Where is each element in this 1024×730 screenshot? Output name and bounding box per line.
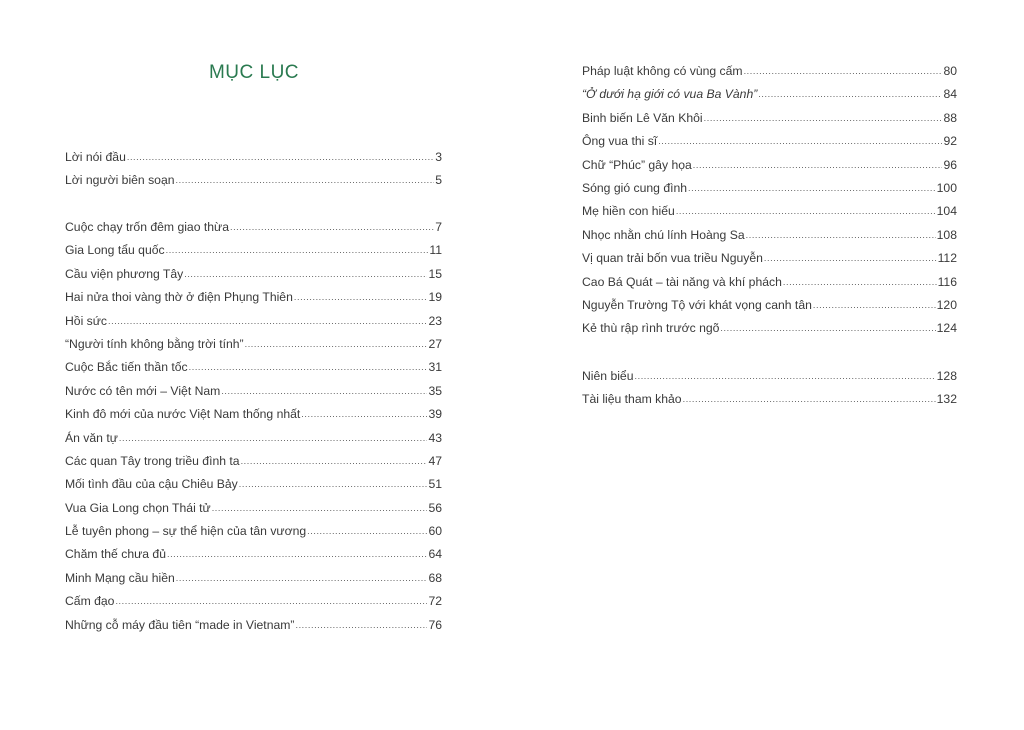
- entry-page-number: 56: [428, 500, 442, 515]
- entry-page-number: 108: [936, 227, 957, 242]
- toc-entry[interactable]: [65, 450, 442, 473]
- entry-page-number: 23: [428, 313, 442, 328]
- toc-entry[interactable]: [65, 543, 442, 566]
- entry-page-number: 112: [937, 251, 957, 266]
- entry-label: Pháp luật không có vùng cấm: [582, 64, 743, 78]
- dot-leader: [295, 614, 427, 637]
- entry-page-number: 72: [428, 594, 442, 609]
- toc-entry[interactable]: [65, 310, 442, 333]
- entry-page-number: 7: [435, 220, 442, 234]
- toc-entry[interactable]: [582, 317, 957, 340]
- entry-label: Các quan Tây trong triều đình ta: [65, 453, 240, 468]
- toc-entry[interactable]: [65, 239, 442, 262]
- dot-leader: [813, 294, 936, 317]
- entry-label: Hồi sức: [65, 313, 108, 328]
- dot-leader: [720, 317, 935, 340]
- chapter-list-right: [582, 60, 957, 341]
- dot-leader: [704, 107, 943, 130]
- dot-leader: [301, 403, 427, 426]
- dot-leader: [166, 239, 429, 262]
- back-matter-list: [582, 365, 957, 412]
- entry-label: Sóng gió cung đình: [582, 180, 688, 195]
- toc-entry[interactable]: [582, 60, 957, 83]
- entry-page-number: 128: [936, 369, 957, 383]
- dot-leader: [245, 333, 428, 356]
- entry-label: Mẹ hiền con hiếu: [582, 204, 675, 219]
- entry-page-number: 27: [428, 336, 442, 351]
- toc-entry[interactable]: [65, 590, 442, 613]
- entry-page-number: 51: [428, 477, 442, 492]
- entry-page-number: 35: [428, 383, 442, 398]
- chapter-list-left: [65, 216, 442, 637]
- entry-label: Án văn tự: [65, 430, 118, 445]
- dot-leader: [176, 567, 428, 590]
- dot-leader: [693, 154, 943, 177]
- toc-entry[interactable]: [582, 224, 957, 247]
- entry-label: “Ở dưới hạ giới có vua Ba Vành”: [582, 87, 758, 102]
- entry-label: Kẻ thù rập rình trước ngõ: [582, 321, 720, 336]
- entry-page-number: 47: [428, 453, 442, 468]
- toc-entry[interactable]: [582, 177, 957, 200]
- toc-entry[interactable]: [65, 427, 442, 450]
- entry-label: Nước có tên mới – Việt Nam: [65, 383, 221, 398]
- entry-label: Cao Bá Quát – tài năng và khí phách: [582, 274, 782, 289]
- entry-label: Tài liệu tham khảo: [582, 392, 682, 407]
- dot-leader: [307, 520, 427, 543]
- dot-leader: [119, 427, 428, 450]
- dot-leader: [658, 130, 942, 153]
- toc-entry[interactable]: [582, 294, 957, 317]
- entry-page-number: 68: [428, 570, 442, 585]
- entry-label: Cuộc chạy trốn đêm giao thừa: [65, 220, 229, 234]
- entry-label: Niên biểu: [582, 369, 634, 383]
- entry-page-number: 3: [435, 150, 442, 164]
- entry-label: Nhọc nhằn chú lính Hoàng Sa: [582, 227, 745, 242]
- entry-label: Cuộc Bắc tiến thần tốc: [65, 360, 188, 375]
- entry-page-number: 19: [428, 290, 442, 305]
- toc-entry[interactable]: [65, 567, 442, 590]
- dot-leader: [758, 83, 942, 106]
- dot-leader: [783, 271, 937, 294]
- entry-page-number: 31: [428, 360, 442, 375]
- toc-entry[interactable]: [65, 146, 442, 169]
- entry-label: Chăm thế chưa đủ: [65, 547, 166, 562]
- toc-entry[interactable]: [582, 130, 957, 153]
- dot-leader: [127, 146, 434, 169]
- toc-entry[interactable]: [582, 83, 957, 106]
- entry-page-number: 132: [936, 392, 957, 407]
- entry-label: Những cỗ máy đầu tiên “made in Vietnam”: [65, 617, 295, 632]
- dot-leader: [108, 310, 427, 333]
- toc-entry[interactable]: [582, 200, 957, 223]
- entry-page-number: 124: [936, 321, 957, 336]
- dot-leader: [764, 247, 937, 270]
- toc-entry[interactable]: [582, 154, 957, 177]
- front-matter-list: [65, 146, 442, 193]
- entry-label: Nguyễn Trường Tộ với khát vọng canh tân: [582, 297, 812, 312]
- toc-entry[interactable]: [65, 216, 442, 239]
- dot-leader: [221, 380, 427, 403]
- entry-label: Lời nói đầu: [65, 150, 126, 164]
- toc-entry[interactable]: [65, 169, 442, 192]
- dot-leader: [746, 224, 936, 247]
- entry-page-number: 92: [943, 134, 957, 149]
- toc-entry[interactable]: [582, 365, 957, 388]
- entry-label: Vị quan trải bốn vua triều Nguyễn: [582, 251, 763, 266]
- dot-leader: [683, 388, 936, 411]
- entry-page-number: 11: [429, 243, 442, 258]
- dot-leader: [176, 169, 435, 192]
- entry-page-number: 84: [943, 87, 957, 102]
- entry-page-number: 96: [943, 157, 957, 172]
- dot-leader: [239, 473, 428, 496]
- toc-entry[interactable]: [65, 497, 442, 520]
- toc-entry[interactable]: [65, 380, 442, 403]
- entry-page-number: 80: [943, 64, 957, 78]
- toc-entry[interactable]: [65, 614, 442, 637]
- toc-entry[interactable]: [65, 263, 442, 286]
- dot-leader: [241, 450, 428, 473]
- entry-label: Cầu viện phương Tây: [65, 266, 184, 281]
- entry-label: “Người tính không bằng trời tính”: [65, 336, 244, 351]
- dot-leader: [115, 590, 427, 613]
- dot-leader: [676, 200, 936, 223]
- entry-label: Hai nửa thoi vàng thờ ở điện Phụng Thiên: [65, 290, 293, 305]
- entry-label: Lời người biên soạn: [65, 173, 175, 188]
- entry-label: Binh biến Lê Văn Khôi: [582, 110, 703, 125]
- entry-label: Chữ “Phúc” gây họa: [582, 157, 692, 172]
- entry-label: Cấm đạo: [65, 594, 115, 609]
- dot-leader: [294, 286, 428, 309]
- entry-label: Mối tình đầu của cậu Chiêu Bảy: [65, 477, 238, 492]
- entry-page-number: 64: [428, 547, 442, 562]
- entry-page-number: 43: [428, 430, 442, 445]
- entry-page-number: 116: [937, 274, 957, 289]
- toc-title: MỤC LỤC: [208, 62, 300, 83]
- entry-page-number: 120: [936, 297, 957, 312]
- entry-page-number: 15: [428, 266, 442, 281]
- entry-label: Vua Gia Long chọn Thái tử: [65, 500, 211, 515]
- entry-page-number: 100: [936, 180, 957, 195]
- entry-label: Kinh đô mới của nước Việt Nam thống nhất: [65, 407, 301, 422]
- dot-leader: [189, 356, 428, 379]
- toc-entry[interactable]: [65, 520, 442, 543]
- dot-leader: [184, 263, 427, 286]
- toc-entry[interactable]: [65, 403, 442, 426]
- entry-page-number: 104: [936, 204, 957, 219]
- dot-leader: [635, 365, 936, 388]
- entry-page-number: 88: [943, 110, 957, 125]
- toc-entry[interactable]: [582, 388, 957, 411]
- dot-leader: [167, 543, 427, 566]
- entry-label: Gia Long tẩu quốc: [65, 243, 165, 258]
- entry-page-number: 76: [428, 617, 442, 632]
- dot-leader: [688, 177, 936, 200]
- entry-label: Minh Mạng cầu hiền: [65, 570, 175, 585]
- entry-page-number: 39: [428, 407, 442, 422]
- right-page: [512, 0, 1024, 730]
- toc-entry[interactable]: [582, 271, 957, 294]
- entry-label: Ông vua thi sĩ: [582, 134, 658, 149]
- entry-page-number: 60: [428, 524, 442, 539]
- toc-entry[interactable]: [582, 107, 957, 130]
- toc-entry[interactable]: [65, 333, 442, 356]
- toc-entry[interactable]: [65, 286, 442, 309]
- toc-entry[interactable]: [582, 247, 957, 270]
- dot-leader: [744, 60, 943, 83]
- entry-page-number: 5: [435, 173, 442, 188]
- entry-label: Lễ tuyên phong – sự thể hiện của tân vương: [65, 524, 307, 539]
- toc-entry[interactable]: [65, 473, 442, 496]
- dot-leader: [230, 216, 434, 239]
- toc-entry[interactable]: [65, 356, 442, 379]
- dot-leader: [212, 497, 428, 520]
